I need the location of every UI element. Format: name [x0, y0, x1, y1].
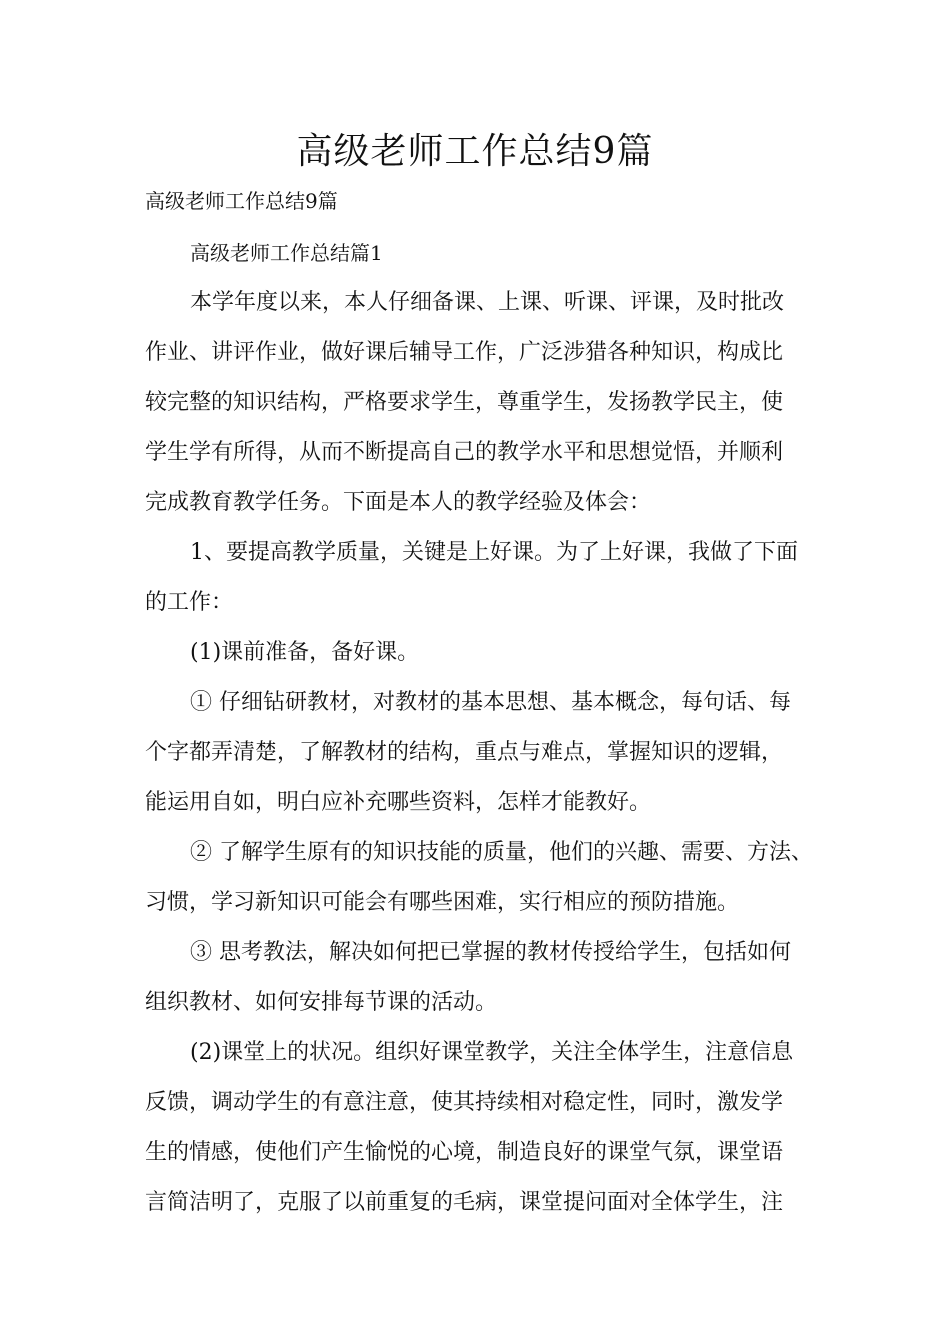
body-line: 习惯，学习新知识可能会有哪些困难，实行相应的预防措施。	[145, 890, 740, 915]
body-line: 言简洁明了，克服了以前重复的毛病，课堂提问面对全体学生，注	[145, 1190, 784, 1215]
body-line: 组织教材、如何安排每节课的活动。	[145, 990, 498, 1015]
body-line: ① 仔细钻研教材，对教材的基本思想、基本概念，每句话、每	[190, 690, 791, 715]
body-line: 能运用自如，明白应补充哪些资料，怎样才能教好。	[145, 790, 652, 815]
body-line: (1)课前准备，备好课。	[190, 640, 420, 665]
body-line: 反馈，调动学生的有意注意，使其持续相对稳定性，同时，激发学	[145, 1090, 784, 1115]
body-line: ③ 思考教法，解决如何把已掌握的教材传授给学生，包括如何	[190, 940, 791, 965]
body-line: 个字都弄清楚，了解教材的结构，重点与难点，掌握知识的逻辑，	[145, 740, 784, 765]
document-title: 高级老师工作总结9篇	[296, 131, 654, 172]
body-line: 1、要提高教学质量，关键是上好课。为了上好课，我做了下面	[190, 540, 798, 565]
section-heading: 高级老师工作总结篇1	[190, 241, 383, 265]
body-line: 的工作：	[145, 590, 234, 615]
body-line: 完成教育教学任务。下面是本人的教学经验及体会：	[145, 490, 652, 515]
body-line: 学生学有所得，从而不断提高自己的教学水平和思想觉悟，并顺利	[145, 440, 784, 465]
body-line: 生的情感，使他们产生愉悦的心境，制造良好的课堂气氛，课堂语	[145, 1140, 784, 1165]
body-line: 较完整的知识结构，严格要求学生，尊重学生，发扬教学民主，使	[145, 390, 784, 415]
body-line: 本学年度以来，本人仔细备课、上课、听课、评课，及时批改	[190, 290, 785, 315]
document-subtitle: 高级老师工作总结9篇	[145, 189, 338, 213]
body-line: 作业、讲评作业，做好课后辅导工作，广泛涉猎各种知识，构成比	[145, 340, 784, 365]
body-text	[145, 286, 815, 1236]
body-line: (2)课堂上的状况。组织好课堂教学，关注全体学生，注意信息	[190, 1040, 794, 1065]
body-line: ② 了解学生原有的知识技能的质量，他们的兴趣、需要、方法、	[190, 840, 813, 865]
